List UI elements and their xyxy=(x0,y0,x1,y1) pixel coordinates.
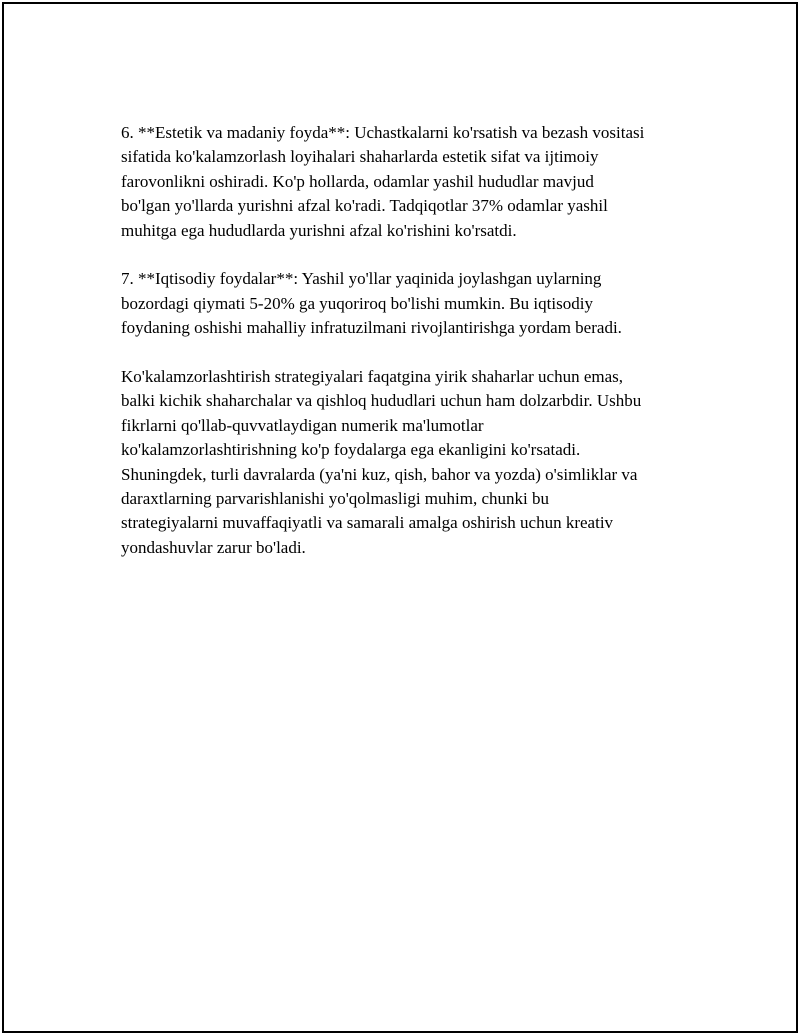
text-line: Ko'kalamzorlashtirish strategiyalari faqatgina yirik shaharlar uchun emas, xyxy=(121,367,624,387)
text-line: yondashuvlar zarur bo'ladi. xyxy=(121,537,306,557)
text-line: ko'kalamzorlashtirishning ko'p foydalarga ega ekanligini ko'rsatadi. xyxy=(121,440,581,460)
document-body xyxy=(121,121,696,585)
paragraph-conclusion xyxy=(121,365,696,560)
page-frame xyxy=(2,2,798,1033)
text-line: foydaning oshishi mahalliy infratuzilmani rivojlantirishga yordam beradi. xyxy=(121,318,622,338)
text-line: balki kichik shaharchalar va qishloq hududlari uchun ham dolzarbdir. Ushbu xyxy=(121,391,642,411)
text-line: Shuningdek, turli davralarda (ya'ni kuz, qish, bahor va yozda) o'simliklar va xyxy=(121,464,638,484)
text-line: muhitga ega hududlarda yurishni afzal ko'rishini ko'rsatdi. xyxy=(121,220,517,240)
paragraph-economic-benefits xyxy=(121,267,696,340)
text-line: 7. **Iqtisodiy foydalar**: Yashil yo'llar yaqinida joylashgan uylarning xyxy=(121,269,602,289)
text-line: sifatida ko'kalamzorlash loyihalari shaharlarda estetik sifat va ijtimoiy xyxy=(121,147,599,167)
paragraph-aesthetic-benefits xyxy=(121,121,696,243)
text-line: farovonlikni oshiradi. Ko'p hollarda, odamlar yashil hududlar mavjud xyxy=(121,171,594,191)
text-line: fikrlarni qo'llab-quvvatlaydigan numerik ma'lumotlar xyxy=(121,415,484,435)
text-line: daraxtlarning parvarishlanishi yo'qolmasligi muhim, chunki bu xyxy=(121,489,549,509)
text-line: bo'lgan yo'llarda yurishni afzal ko'radi. Tadqiqotlar 37% odamlar yashil xyxy=(121,196,608,216)
text-line: 6. **Estetik va madaniy foyda**: Uchastkalarni ko'rsatish va bezash vositasi xyxy=(121,123,645,142)
text-line: strategiyalarni muvaffaqiyatli va samarali amalga oshirish uchun kreativ xyxy=(121,513,614,533)
text-line: bozordagi qiymati 5-20% ga yuqoriroq bo'lishi mumkin. Bu iqtisodiy xyxy=(121,293,593,313)
